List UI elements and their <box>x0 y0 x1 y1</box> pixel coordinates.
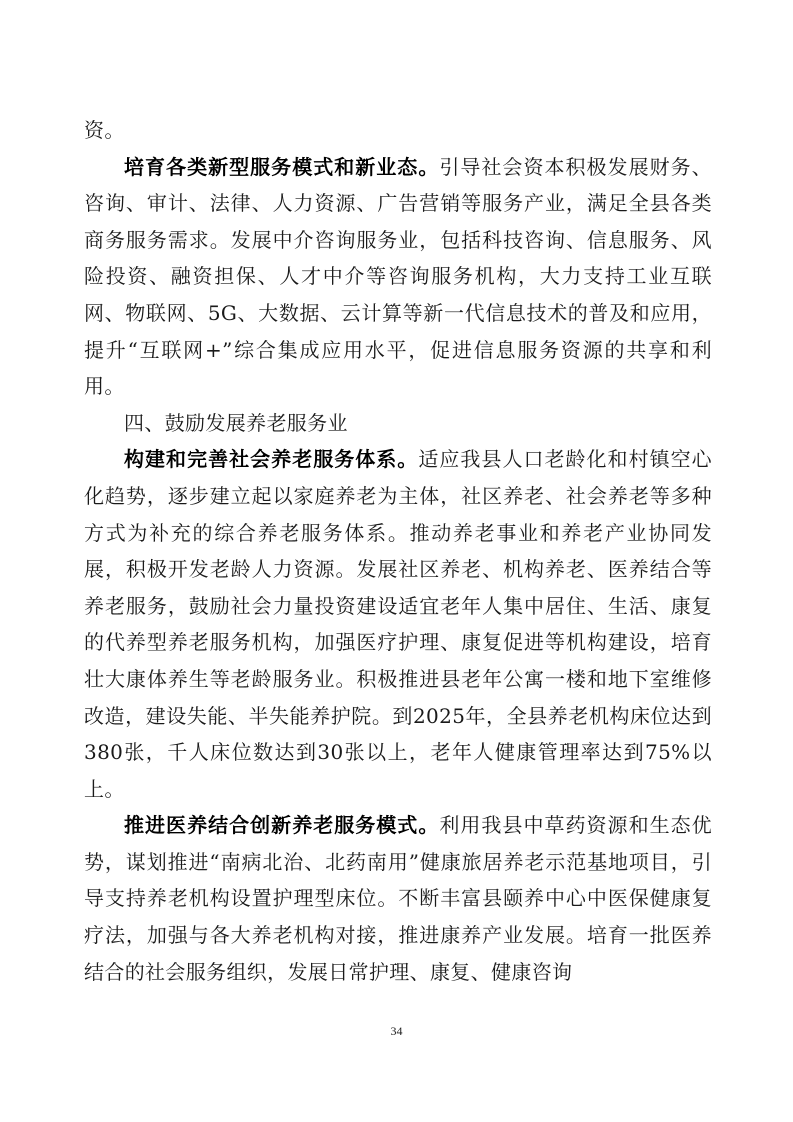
paragraph-service-models <box>84 149 712 405</box>
page-number: 34 <box>390 1024 403 1038</box>
paragraph-lead-heading: 构建和完善社会养老服务体系。 <box>124 447 419 472</box>
paragraph-text: 引导社会资本积极发展财务、咨询、审计、法律、人力资源、广告营销等服务产业，满足全县各类商务服务需求。发展中介咨询服务业，包括科技咨询、信息服务、风险投资、融资担保、人才中介等咨询服务机构，大力支持工业互联网、物联网、5G、大数据、云计算等新一代信息技术的普及和应用，提升“互联网+”综合集成应用水平，促进信息服务资源的共享和利用。 <box>84 154 712 399</box>
paragraph-continuation <box>84 112 712 149</box>
section-heading-text: 四、鼓励发展养老服务业 <box>124 410 348 435</box>
paragraph-text: 适应我县人口老龄化和村镇空心化趋势，逐步建立起以家庭养老为主体，社区养老、社会养老等多种方式为补充的综合养老服务体系。推动养老事业和养老产业协同发展，积极开发老龄人力资源。发展社区养老、机构养老、医养结合等养老服务，鼓励社会力量投资建设适宜老年人集中居住、生活、康复的代养型养老服务机构，加强医疗护理、康复促进等机构建设，培育壮大康体养生等老龄服务业。积极推进县老年公寓一楼和地下室维修改造，建设失能、半失能养护院。到2025年，全县养老机构床位达到380张，千人床位数达到30张以上，老年人健康管理率达到75%以上。 <box>84 447 713 801</box>
paragraph-medical-care-integration <box>84 807 712 990</box>
paragraph-text: 资。 <box>84 118 125 142</box>
page-body <box>84 112 712 990</box>
paragraph-elderly-care-system <box>84 441 712 807</box>
paragraph-text: 利用我县中草药资源和生态优势，谋划推进“南病北治、北药南用”健康旅居养老示范基地项目，引导支持养老机构设置护理型床位。不断丰富县颐养中心中医保健康复疗法，加强与各大养老机构对接，推进康养产业发展。培育一批医养结合的社会服务组织，发展日常护理、康复、健康咨询 <box>84 813 712 984</box>
section-heading <box>84 405 712 442</box>
paragraph-lead-heading: 培育各类新型服务模式和新业态。 <box>124 154 440 179</box>
paragraph-lead-heading: 推进医养结合创新养老服务模式。 <box>124 813 440 838</box>
